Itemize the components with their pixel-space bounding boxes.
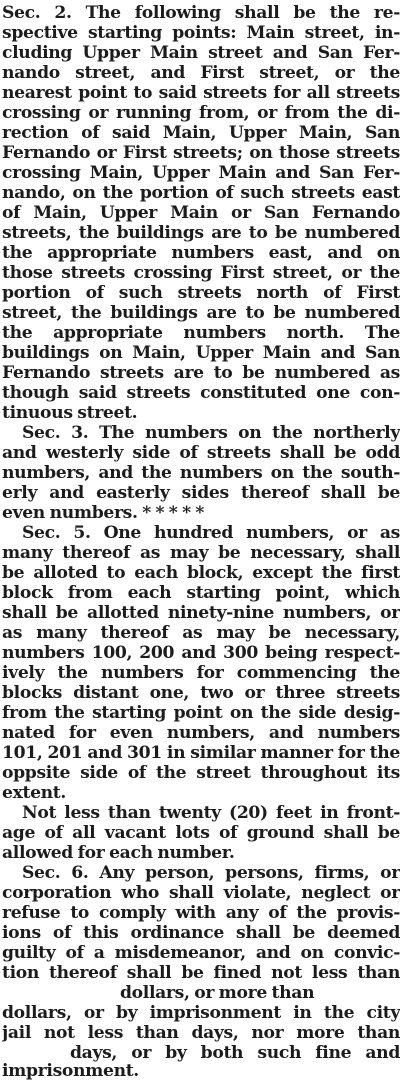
text-line: tion thereof shall be fined not less than xyxy=(2,963,400,983)
text-line: even numbers. * * * * * xyxy=(2,503,204,523)
text-line: and westerly side of streets shall be odd xyxy=(2,443,400,463)
text-line: though said streets constituted one con- xyxy=(2,383,400,403)
text-line: those streets crossing First street, or the xyxy=(2,263,400,283)
text-line: nearest point to said streets for all streets xyxy=(2,83,400,103)
text-line: shall be allotted ninety-nine numbers, or xyxy=(2,603,400,623)
text-line: Fernando or First streets; on those streets xyxy=(2,143,400,163)
text-line: block from each starting point, which xyxy=(2,583,400,603)
text-line: spective starting points: Main street, in- xyxy=(2,23,400,43)
ordinance-text-column xyxy=(2,0,400,1080)
text-line: erly and easterly sides thereof shall be xyxy=(2,483,400,503)
text-line: nando, on the portion of such streets east xyxy=(2,183,400,203)
text-line: dollars, or more than xyxy=(120,983,315,1003)
text-line: days, or by both such fine and xyxy=(70,1043,400,1063)
text-line: tinuous street. xyxy=(2,403,138,423)
text-line: nando street, and First street, or the xyxy=(2,63,400,83)
text-line: ively the numbers for commencing the xyxy=(2,663,400,683)
text-line: the appropriate numbers east, and on xyxy=(2,243,400,263)
text-line: numbers, and the numbers on the south- xyxy=(2,463,400,483)
text-line: Not less than twenty (20) feet in front- xyxy=(22,803,400,823)
text-line: age of all vacant lots of ground shall be xyxy=(2,823,400,843)
text-line: allowed for each number. xyxy=(2,843,235,863)
text-line: guilty of a misdemeanor, and on convic- xyxy=(2,943,400,963)
text-line: Sec. 5. One hundred numbers, or as xyxy=(22,523,400,543)
text-line: crossing or running from, or from the di- xyxy=(2,103,400,123)
text-line: blocks distant one, two or three streets xyxy=(2,683,400,703)
text-line: streets, the buildings are to be numbered xyxy=(2,223,400,243)
text-line: numbers 100, 200 and 300 being respect- xyxy=(2,643,400,663)
text-line: street, the buildings are to be numbered xyxy=(2,303,400,323)
text-line: many thereof as may be necessary, shall xyxy=(2,543,400,563)
text-line: oppsite side of the street throughout its xyxy=(2,763,400,783)
text-line: extent. xyxy=(2,783,67,803)
text-line: Sec. 2. The following shall be the re- xyxy=(2,3,400,23)
text-line: be alloted to each block, except the first xyxy=(2,563,400,583)
text-line: cluding Upper Main street and San Fer- xyxy=(2,43,400,63)
text-line: crossing Main, Upper Main and San Fer- xyxy=(2,163,400,183)
text-line: Sec. 6. Any person, persons, firms, or xyxy=(22,863,400,883)
text-line: imprisonment. xyxy=(2,1061,139,1081)
text-line: nated for even numbers, and numbers xyxy=(2,723,400,743)
text-line: jail not less than days, nor more than xyxy=(2,1023,400,1043)
text-line: Sec. 3. The numbers on the northerly xyxy=(22,423,400,443)
text-line: refuse to comply with any of the provis- xyxy=(2,903,400,923)
text-line: as many thereof as may be necessary, xyxy=(2,623,400,643)
text-line: of Main, Upper Main or San Fernando xyxy=(2,203,400,223)
text-line: rection of said Main, Upper Main, San xyxy=(2,123,400,143)
text-line: buildings on Main, Upper Main and San xyxy=(2,343,400,363)
text-line: corporation who shall violate, neglect or xyxy=(2,883,400,903)
text-line: the appropriate numbers north. The xyxy=(2,323,400,343)
text-line: from the starting point on the side desig- xyxy=(2,703,400,723)
text-line: dollars, or by imprisonment in the city xyxy=(2,1003,400,1023)
text-line: Fernando streets are to be numbered as xyxy=(2,363,400,383)
text-line: 101, 201 and 301 in similar manner for the xyxy=(2,743,400,763)
text-line: ions of this ordinance shall be deemed xyxy=(2,923,400,943)
text-line: portion of such streets north of First xyxy=(2,283,400,303)
